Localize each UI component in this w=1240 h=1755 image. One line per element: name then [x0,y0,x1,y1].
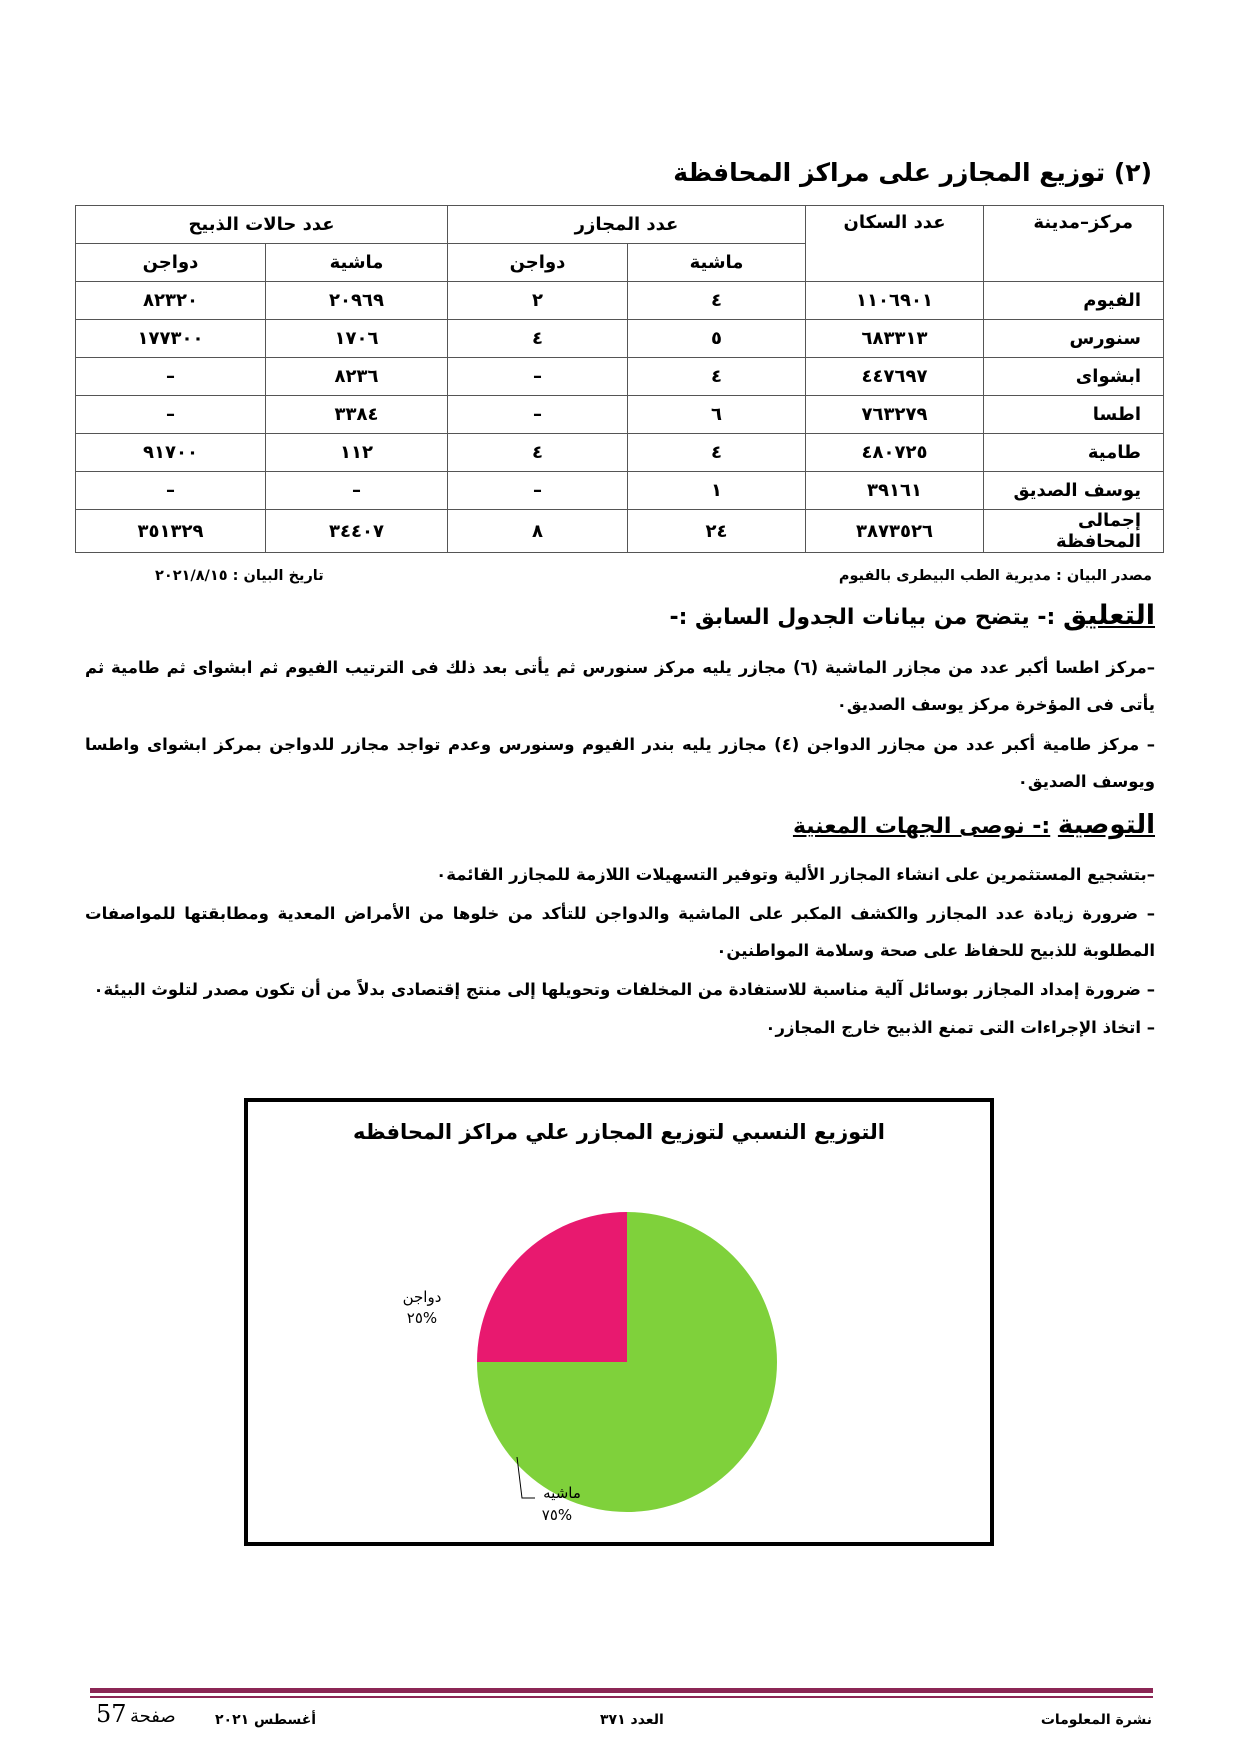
footer-date: أغسطس ٢٠٢١ [215,1712,317,1728]
cell-sh-poultry: ٤ [448,320,628,358]
table-row [76,472,1164,510]
subheader-sh-poultry: دواجن [448,244,628,282]
cell-center: الفيوم [984,282,1164,320]
footer-page-number: 57 [96,1700,127,1728]
recommendation-item-1: –بتشجيع المستثمرين على انشاء المجازر الألية وتوفير التسهيلات اللازمة للمجازر القائمة٠ [436,865,1155,884]
cell-sh-livestock: ٤ [628,282,806,320]
footer-issue: العدد ٣٧١ [600,1712,664,1728]
cell-population: ٣٩١٦١ [806,472,984,510]
pie-label-poultry: دواجن [402,1288,442,1306]
cell-center: إجمالى المحافظة [984,510,1164,553]
pie-label-livestock: ماشيه [543,1484,581,1502]
pie-chart [248,1102,990,1542]
cell-center: يوسف الصديق [984,472,1164,510]
data-date: تاريخ البيان : ٢٠٢١/٨/١٥ [155,568,324,584]
cell-cases-poultry: ٨٢٣٢٠ [76,282,266,320]
footer-publication: نشرة المعلومات [1040,1712,1152,1728]
cell-population: ٧٦٣٢٧٩ [806,396,984,434]
comment-heading-rest: :- يتضح من بيانات الجدول السابق :- [669,605,1056,630]
cell-population: ٣٨٧٣٥٢٦ [806,510,984,553]
pie-value-livestock: %٧٥ [541,1506,573,1524]
cell-cases-livestock: ٢٠٩٦٩ [266,282,448,320]
table-total-row [76,510,1164,553]
table-row [76,320,1164,358]
cell-sh-livestock: ٦ [628,396,806,434]
cell-cases-poultry: – [76,358,266,396]
cell-center: ابشواى [984,358,1164,396]
section-title: (٢) توزيع المجازر على مراكز المحافظة [673,158,1152,187]
cell-sh-poultry: ٨ [448,510,628,553]
data-source: مصدر البيان : مديرية الطب البيطرى بالفيوم [838,568,1152,584]
cell-cases-poultry: ٩١٧٠٠ [76,434,266,472]
cell-cases-livestock: ١١٢ [266,434,448,472]
footer-rule-thin [90,1696,1153,1698]
cell-cases-poultry: – [76,396,266,434]
recommendation-heading-label: التوصية [1057,810,1155,840]
cell-sh-livestock: ١ [628,472,806,510]
cell-sh-poultry: ٤ [448,434,628,472]
pie-value-poultry: %٢٥ [406,1309,438,1327]
cell-cases-livestock: ٣٣٨٤ [266,396,448,434]
recommendation-item-3: – ضرورة إمداد المجازر بوسائل آلية مناسبة للاستفادة من المخلفات وتحويلها إلى منتج إقتصادى بدلاً من أن تكون مصدر لتلوث البيئة٠ [93,980,1155,999]
cell-center: اطسا [984,396,1164,434]
cell-sh-poultry: – [448,358,628,396]
cell-sh-livestock: ٤ [628,434,806,472]
cell-sh-livestock: ٢٤ [628,510,806,553]
table-row [76,434,1164,472]
cell-cases-poultry: ٣٥١٣٢٩ [76,510,266,553]
recommendation-item-2: – ضرورة زيادة عدد المجازر والكشف المكبر على الماشية والدواجن للتأكد من خلوها من الأمراض المعدية ومطابقتها للمواصفات المطلوبة للذبيح للحفاظ على صحة وسلامة المواطنين٠ [85,904,1155,960]
cell-sh-livestock: ٤ [628,358,806,396]
cell-cases-livestock: ٨٢٣٦ [266,358,448,396]
pie-chart-frame [244,1098,994,1546]
cell-sh-poultry: – [448,472,628,510]
slaughterhouse-table [75,205,1164,553]
comment-paragraph-2: – مركز طامية أكبر عدد من مجازر الدواجن (٤) مجازر يليه بندر الفيوم وسنورس وعدم تواجد مجازر للدواجن بمركز ابشواى واطسا ويوسف الصديق٠ [85,735,1156,791]
cell-sh-poultry: – [448,396,628,434]
cell-cases-livestock: ١٧٠٦ [266,320,448,358]
recommendation-heading [793,810,1155,840]
pie-slice-poultry [477,1212,627,1362]
cell-cases-poultry: – [76,472,266,510]
cell-center: سنورس [984,320,1164,358]
cell-population: ٤٨٠٧٢٥ [806,434,984,472]
table-row [76,282,1164,320]
comment-heading [669,600,1155,631]
table-row [76,396,1164,434]
cell-population: ٦٨٣٣١٣ [806,320,984,358]
subheader-cases-livestock: ماشية [266,244,448,282]
recommendation-item-4: – اتخاذ الإجراءات التى تمنع الذبيح خارج المجازر٠ [765,1018,1155,1037]
cell-cases-livestock: ٣٤٤٠٧ [266,510,448,553]
subheader-cases-poultry: دواجن [76,244,266,282]
comment-heading-label: التعليق [1062,600,1155,631]
table-row [76,358,1164,396]
cell-cases-poultry: ١٧٧٣٠٠ [76,320,266,358]
header-population: عدد السكان [806,206,984,282]
cell-sh-poultry: ٢ [448,282,628,320]
header-center: مركز–مدينة [984,206,1164,282]
cell-cases-livestock: – [266,472,448,510]
header-cases: عدد حالات الذبيح [76,206,448,244]
chart-title: التوزيع النسبي لتوزيع المجازر علي مراكز المحافظه [353,1120,885,1144]
comment-paragraph-1: –مركز اطسا أكبر عدد من مجازر الماشية (٦) مجازر يليه مركز سنورس ثم يأتى بعد ذلك فى الترتيب الفيوم ثم ابشواى ثم طامية ثم يأتى فى المؤخرة مركز يوسف الصديق٠ [85,658,1155,714]
recommendation-heading-rest: :- نوصى الجهات المعنية [792,814,1051,839]
footer-page-label: صفحة [130,1706,176,1727]
cell-population: ١١٠٦٩٠١ [806,282,984,320]
footer-rule [90,1688,1153,1693]
subheader-sh-livestock: ماشية [628,244,806,282]
cell-population: ٤٤٧٦٩٧ [806,358,984,396]
cell-center: طامية [984,434,1164,472]
cell-sh-livestock: ٥ [628,320,806,358]
header-slaughterhouses: عدد المجازر [448,206,806,244]
